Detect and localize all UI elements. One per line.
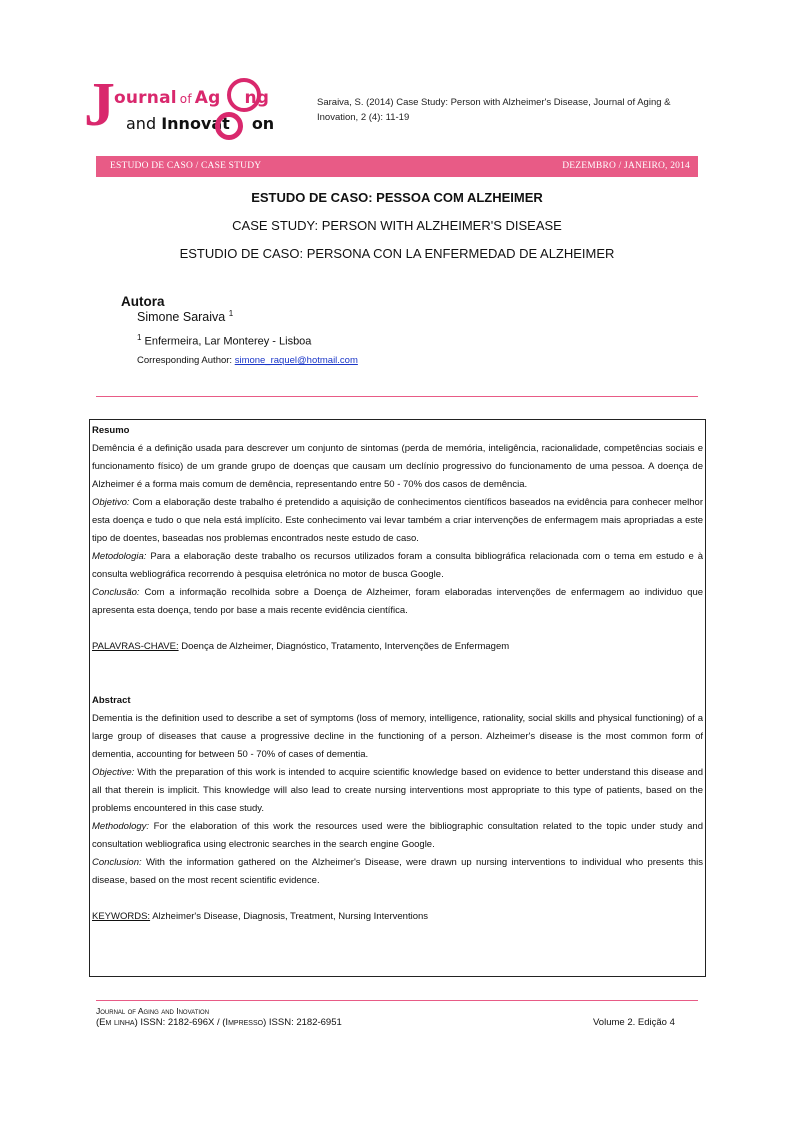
abstract-conclusion-label: Conclusion: [92,857,142,868]
abstract-keywords [92,908,703,926]
logo-letter-j: J [84,71,115,139]
logo-o-circle-icon [215,112,243,140]
logo-swoosh-icon [227,78,261,112]
abstract-methodology-label: Methodology: [92,821,150,832]
author-heading: Autora [121,294,165,309]
author-name [137,309,233,324]
abstract-heading: Abstract [92,695,131,706]
footer-issn [96,1017,342,1028]
abstract-methodology-para [92,818,703,854]
resumo-conclusao-label: Conclusão: [92,587,140,598]
divider-bottom [96,1000,698,1001]
author-email-link[interactable]: simone_raquel@hotmail.com [234,355,358,366]
resumo-keywords-text: Doença de Alzheimer, Diagnóstico, Tratamento, Intervenções de Enfermagem [181,641,510,652]
corresponding-author [137,355,358,366]
resumo-conclusao-para [92,584,703,620]
resumo-heading: Resumo [92,425,130,436]
citation: Saraiva, S. (2014) Case Study: Person with Alzheimer's Disease, Journal of Aging & Inovation, 2 (4): 11-19 [317,97,671,123]
section-banner [96,156,698,177]
logo-word-ag: Ag [194,88,221,108]
abstract-objective-label: Objective: [92,767,135,778]
footer-online-label: (Em linha) [96,1017,138,1028]
abstract-objective-text: With the preparation of this work is intended to acquire scientific knowledge based on evidence to better understand this disease and all that therein is implicit. This knowledge will also lead to create nursing interventions most appropriate to this type of patients, based on the problems encountered in this case study. [92,767,704,814]
author-superscript: 1 [228,309,234,318]
footer-journal-name: Journal of Aging and Inovation [96,1006,210,1016]
abstract-objective-para [92,764,703,818]
abstract-keywords-text: Alzheimer's Disease, Diagnosis, Treatment, Nursing Interventions [152,911,429,922]
title-portuguese: ESTUDO DE CASO: PESSOA COM ALZHEIMER [251,190,543,205]
resumo-objetivo-label: Objetivo: [92,497,130,508]
logo-word-ng: ng [244,88,270,108]
abstract-keywords-label: KEYWORDS: [92,911,151,922]
journal-logo [84,71,284,140]
divider-top [96,396,698,397]
spacer [92,890,703,908]
footer-volume: Volume 2. Edição 4 [593,1017,675,1028]
footer-issn-print: ISSN: 2182-6951 [268,1017,342,1028]
author-affiliation [137,333,311,348]
abstract-intro: Dementia is the definition used to describe a set of symptoms (loss of memory, intelligence, rationality, social skills and physical functioning) of a large group of diseases that cause a progressive decline in the functioning of a person. Alzheimer's disease is the most common form of dementia, accounting for between 50 - 70% of cases of dementia. [92,713,703,760]
abstract-conclusion-text: With the information gathered on the Alzheimer's Disease, were drawn up nursing interventions to individual who presents this disease, based on the most recent scientific evidence. [92,857,704,886]
logo-word-and: and [126,114,157,133]
logo-word-innovat: Innovat [161,114,230,133]
resumo-objetivo-para [92,494,703,548]
resumo-conclusao-text: Com a informação recolhida sobre a Doença de Alzheimer, foram elaboradas intervenções de enfermagem ao individuo que apresenta esta doença, tendo por base a mais recente evidência científica. [92,587,704,616]
abstract-conclusion-para [92,854,703,890]
spacer [92,620,703,638]
resumo-keywords [92,638,703,656]
spacer [92,656,703,692]
affiliation-text: Enfermeira, Lar Monterey - Lisboa [144,335,312,348]
title-spanish: ESTUDIO DE CASO: PERSONA CON LA ENFERMEDAD DE ALZHEIMER [179,246,615,261]
logo-word-of: of [179,92,192,106]
resumo-metodologia-text: Para a elaboração deste trabalho os recursos utilizados foram a consulta bibliográfica relacionada com o tema em estudo e à consulta webliográfica recorrendo à pesquisa eletrónica no motor de busca Google. [92,551,704,580]
abstract-box [89,419,706,977]
resumo-intro: Demência é a definição usada para descrever um conjunto de sintomas (perda de memória, inteligência, racionalidade, competências sociais e funcionamento físico) de um grande grupo de doenças que causam um declínio progressivo do funcionamento de uma pessoa. A doença de Alzheimer é a forma mais comum de demência, representando entre 50 - 70% dos casos de demência. [92,443,703,490]
author-name-text: Simone Saraiva [137,310,226,325]
logo-line-2 [126,114,274,133]
logo-word-on: on [251,114,275,133]
resumo-objetivo-text: Com a elaboração deste trabalho é pretendido a aquisição de conhecimentos científicos baseados na evidência para conhecer melhor esta doença e tudo o que nela está implícito. Este conhecimento vai levar também a criar intervenções de enfermagem mais apropriadas a este tipo de doentes, baseadas nos problemas encontrados neste estudo de caso. [92,497,703,544]
footer-print-label: (Impresso) [222,1017,267,1028]
logo-word-ournal: ournal [114,88,177,108]
banner-date: DEZEMBRO / JANEIRO, 2014 [562,161,690,171]
title-english: CASE STUDY: PERSON WITH ALZHEIMER'S DISEASE [232,218,562,233]
resumo-keywords-label: PALAVRAS-CHAVE: [92,641,179,652]
corresponding-label: Corresponding Author: [137,355,233,366]
resumo-metodologia-label: Metodologia: [92,551,147,562]
affiliation-superscript: 1 [137,333,142,342]
abstract-methodology-text: For the elaboration of this work the resources used were the bibliographic consultation related to the topic under study and consultation webliografica using electronic searches in the search engine Google. [92,821,703,850]
banner-section-label: ESTUDO DE CASO / CASE STUDY [110,161,262,171]
resumo-metodologia-para [92,548,703,584]
footer-issn-online: ISSN: 2182-696X / [140,1017,220,1028]
